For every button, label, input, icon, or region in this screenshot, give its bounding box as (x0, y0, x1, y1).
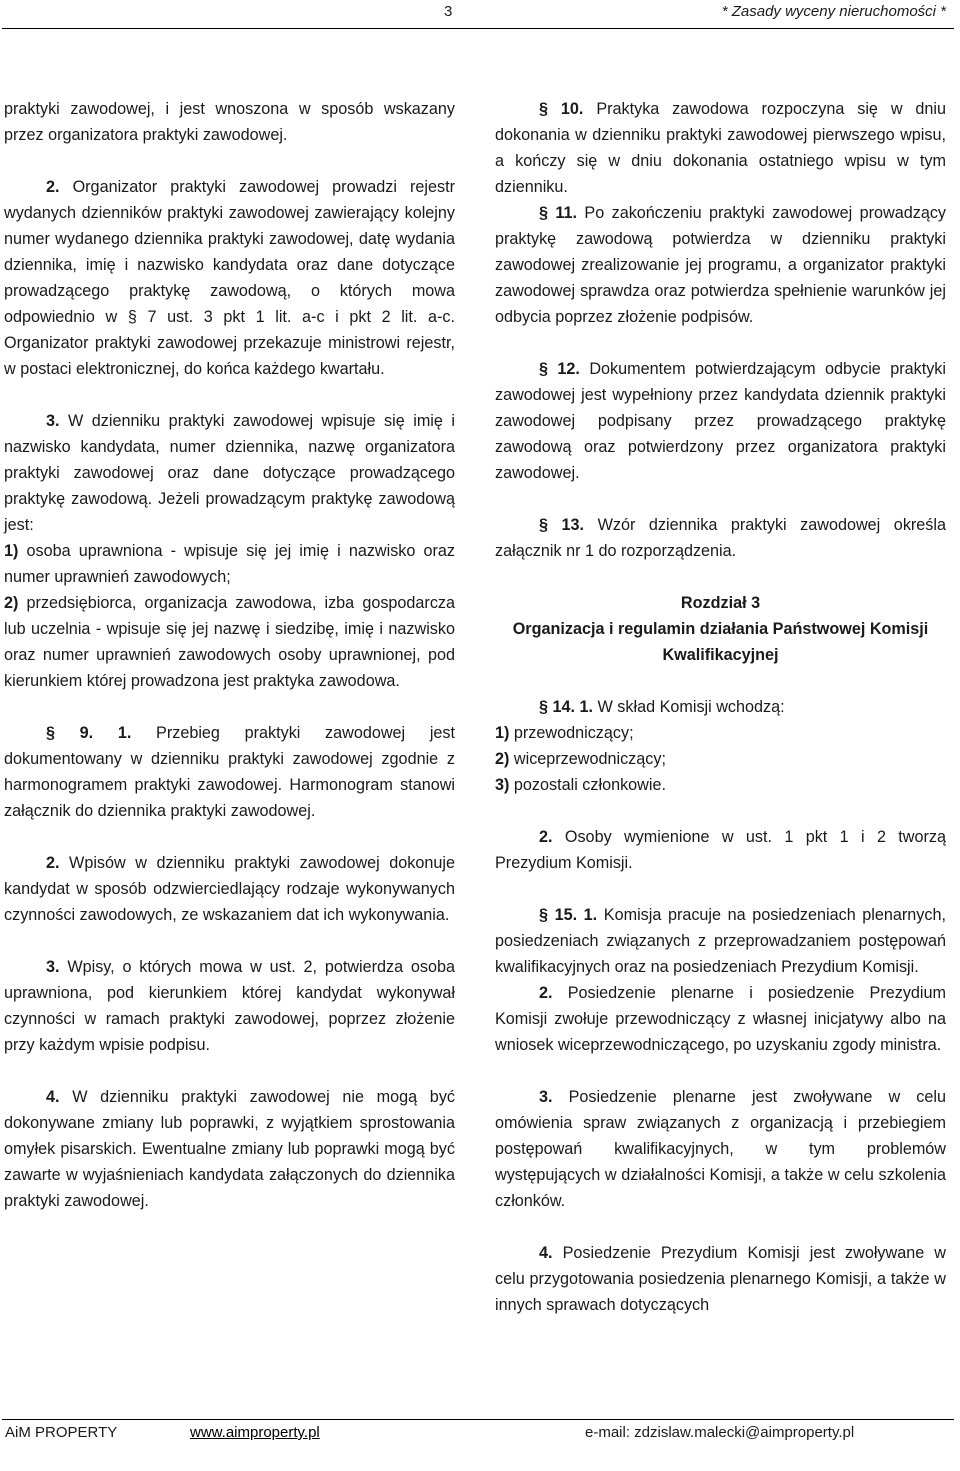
section-number: § 14. 1. (539, 698, 594, 716)
section-paragraph (495, 512, 946, 564)
paragraph (495, 1240, 946, 1318)
list-item-text: pozostali członkowie. (513, 776, 666, 794)
list-item-text: wiceprzewodniczący; (513, 750, 666, 768)
section-paragraph (495, 200, 946, 330)
section-paragraph (4, 720, 455, 824)
paragraph-number: 4. (539, 1244, 553, 1262)
list-item (495, 772, 946, 798)
paragraph (4, 96, 455, 148)
list-item-number: 1) (495, 724, 510, 742)
left-column (4, 96, 455, 1240)
section-paragraph (495, 356, 946, 486)
paragraph-text: Posiedzenie Prezydium Komisji jest zwoływane w celu przygotowania posiedzenia plenarnego Komisji, a także w innych sprawach dotyczących (495, 1244, 946, 1314)
paragraph-number: 3. (539, 1088, 553, 1106)
section-number: § 10. (539, 100, 584, 118)
paragraph (495, 1084, 946, 1214)
paragraph-text: W dzienniku praktyki zawodowej nie mogą być dokonywane zmiany lub poprawki, z wyjątkiem sprostowania omyłek pisarskich. Ewentualne zmiany lub poprawki mogą być zawarte w wyjaśnieniach kandydata załączonych do dziennika praktyki zawodowej. (4, 1088, 456, 1210)
paragraph-text: Praktyka zawodowa rozpoczyna się w dniu dokonania w dzienniku praktyki zawodowej pierwszego wpisu, a kończy się w dniu dokonania ostatniego wpisu w tym dzienniku. (495, 100, 947, 196)
list-item (495, 746, 946, 772)
chapter-label: Rozdział 3 (680, 594, 761, 612)
list-item-number: 2) (4, 594, 19, 612)
paragraph-text: W dzienniku praktyki zawodowej wpisuje się imię i nazwisko kandydata, numer dziennika, nazwę organizatora praktyki zawodowej oraz dane dotyczące prowadzącego praktykę zawodową. Jeżeli prowadzącym praktykę zawodową jest: (4, 412, 455, 534)
right-column (495, 96, 946, 1318)
paragraph (495, 980, 946, 1058)
paragraph-text: Posiedzenie plenarne jest zwoływane w celu omówienia spraw związanych z organizacją i przebiegiem postępowań kwalifikacyjnych, w tym problemów występujących w działalności Komisji, a także w celu szkolenia członków. (495, 1088, 946, 1210)
list-item-number: 1) (4, 542, 19, 560)
paragraph-number: 4. (46, 1088, 60, 1106)
paragraph (4, 408, 455, 538)
list-item-number: 3) (495, 776, 510, 794)
paragraph-text: W skład Komisji wchodzą: (597, 698, 785, 716)
section-number: § 13. (539, 516, 585, 534)
section-paragraph (495, 902, 946, 980)
footer-website-link[interactable]: www.aimproperty.pl (190, 1424, 320, 1441)
paragraph-text: Organizator praktyki zawodowej prowadzi rejestr wydanych dzienników praktyki zawodowej zawierający kolejny numer wydanego dziennika praktyki zawodowej, datę wydania dziennika, imię i nazwisko kandydata oraz dane dotyczące prowadzącego praktykę zawodową, o których mowa odpowiednio w § 7 ust. 3 pkt 1 lit. a-c i pkt 2 lit. a-c. Organizator praktyki zawodowej przekazuje ministrowi rejestr, w postaci elektronicznej, do końca każdego kwartału. (4, 178, 455, 378)
paragraph-text: Przebieg praktyki zawodowej jest dokumentowany w dzienniku praktyki zawodowej zgodnie z harmonogramem praktyki zawodowej. Harmonogram stanowi załącznik do dziennika praktyki zawodowej. (4, 724, 456, 820)
paragraph-number: 2. (46, 178, 60, 196)
paragraph (4, 174, 455, 382)
paragraph-text: praktyki zawodowej, i jest wnoszona w sposób wskazany przez organizatora praktyki zawodowej. (4, 100, 455, 144)
section-number: § 9. 1. (46, 724, 132, 742)
paragraph-number: 3. (46, 412, 60, 430)
paragraph-text: Osoby wymienione w ust. 1 pkt 1 i 2 tworzą Prezydium Komisji. (495, 828, 946, 872)
paragraph-text: Wpisów w dzienniku praktyki zawodowej dokonuje kandydat w sposób odzwierciedlający rodzaje wykonywanych czynności zawodowych, ze wskazaniem dat ich wykonywania. (4, 854, 455, 924)
footer-company: AiM PROPERTY (5, 1424, 118, 1441)
paragraph-text: Komisja pracuje na posiedzeniach plenarnych, posiedzeniach związanych z przeprowadzaniem postępowań kwalifikacyjnych oraz na posiedzeniach Prezydium Komisji. (495, 906, 946, 976)
page-header (0, 0, 960, 29)
paragraph-number: 3. (46, 958, 60, 976)
paragraph-text: Wzór dziennika praktyki zawodowej określa załącznik nr 1 do rozporządzenia. (495, 516, 946, 560)
paragraph-text: Dokumentem potwierdzającym odbycie praktyki zawodowej jest wypełniony przez kandydata dziennik praktyki zawodowej podpisany przez prowadzącego praktykę zawodową oraz potwierdzony przez organizatora praktyki zawodowej. (495, 360, 946, 482)
list-item-number: 2) (495, 750, 510, 768)
section-paragraph (495, 694, 946, 720)
chapter-title: Organizacja i regulamin działania Państwowej Komisji Kwalifikacyjnej (512, 620, 929, 664)
list-item-text: przedsiębiorca, organizacja zawodowa, izba gospodarcza lub uczelnia - wpisuje się jej nazwę i siedzibę, imię i nazwisko oraz numer uprawnień zawodowych osoby uprawnionej, pod kierunkiem której prowadzona jest praktyka zawodowa. (4, 594, 456, 690)
paragraph-number: 2. (539, 984, 553, 1002)
list-item (4, 538, 455, 590)
list-item (4, 590, 455, 694)
list-item-text: przewodniczący; (513, 724, 634, 742)
footer-email[interactable]: e-mail: zdzislaw.malecki@aimproperty.pl (585, 1424, 855, 1441)
list-item-text: osoba uprawniona - wpisuje się jej imię i nazwisko oraz numer uprawnień zawodowych; (4, 542, 455, 586)
section-number: § 12. (539, 360, 580, 378)
section-number: § 15. 1. (539, 906, 598, 924)
section-number: § 11. (539, 204, 578, 222)
paragraph-text: Po zakończeniu praktyki zawodowej prowadzący praktykę zawodową potwierdza w dzienniku praktyki zawodowej zrealizowanie jej programu, a organizator praktyki zawodowej sprawdza oraz potwierdza spełnienie warunków jej odbycia poprzez złożenie podpisów. (495, 204, 947, 326)
paragraph (495, 824, 946, 876)
section-paragraph (495, 96, 946, 200)
footer-rule (2, 1419, 954, 1420)
paragraph (4, 850, 455, 928)
paragraph (4, 1084, 455, 1214)
paragraph-number: 2. (539, 828, 553, 846)
header-rule (2, 28, 954, 29)
list-item (495, 720, 946, 746)
paragraph-text: Posiedzenie plenarne i posiedzenie Prezydium Komisji zwołuje przewodniczący z własnej inicjatywy albo na wniosek wiceprzewodniczącego, po uzyskaniu zgody ministra. (495, 984, 946, 1054)
running-title: * Zasady wyceny nieruchomości * (721, 3, 946, 20)
paragraph-text: Wpisy, o których mowa w ust. 2, potwierdza osoba uprawniona, pod kierunkiem której kandydat wykonywał czynności w ramach praktyki zawodowej, poprzez złożenie przy każdym wpisie podpisu. (4, 958, 455, 1054)
paragraph-number: 2. (46, 854, 60, 872)
page-number: 3 (444, 3, 453, 20)
paragraph (4, 954, 455, 1058)
